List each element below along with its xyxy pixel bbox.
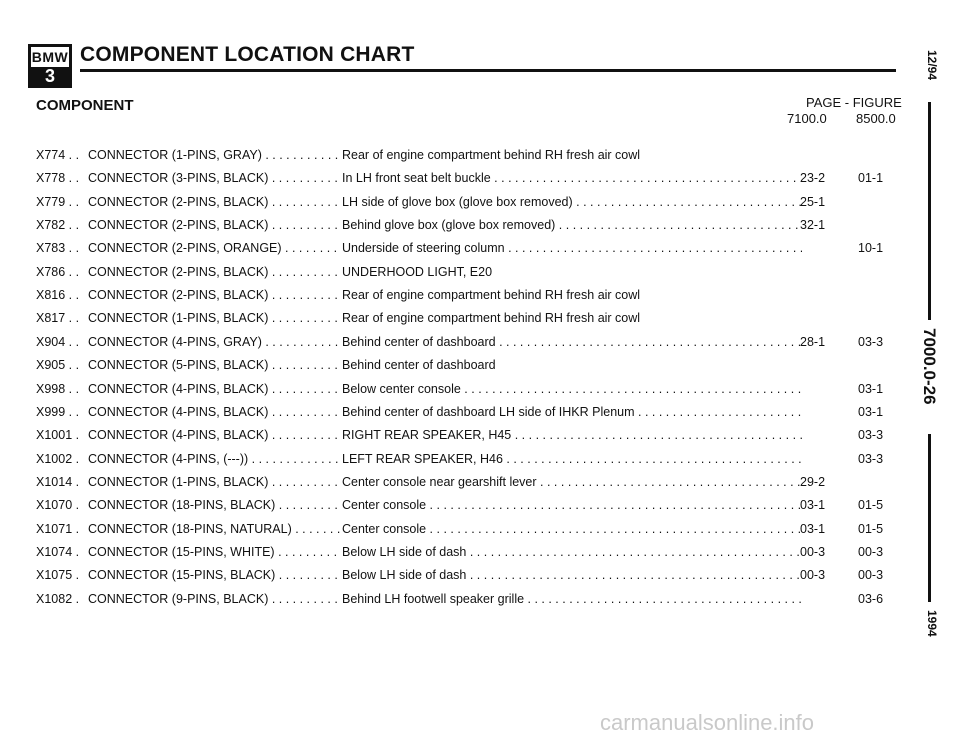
connector-location	[342, 193, 802, 211]
figure-ref: 03-3	[858, 334, 884, 349]
connector-id: X1074 .	[36, 544, 80, 559]
connector-description	[88, 169, 340, 187]
connector-location	[342, 520, 802, 538]
connector-description	[88, 239, 340, 257]
connector-description-text: CONNECTOR (15-PINS, BLACK) . . .	[88, 568, 340, 582]
connector-description-text: CONNECTOR (18-PINS, BLACK) . . .	[88, 498, 340, 512]
connector-description-text: CONNECTOR (2-PINS, BLACK) . . .	[88, 195, 340, 209]
watermark: carmanualsonline.info	[600, 710, 815, 735]
page-column-heading: 7100.0	[787, 111, 827, 126]
sidebar-date: 12/94	[925, 50, 939, 81]
table-row	[0, 263, 900, 281]
connector-description	[88, 356, 340, 374]
connector-location-text: In LH front seat belt buckle . . .	[342, 171, 802, 185]
connector-location-text: Center console . . .	[342, 498, 802, 512]
connector-description	[88, 426, 340, 444]
figure-ref: 03-1	[858, 404, 884, 419]
connector-description	[88, 286, 340, 304]
connector-location	[342, 450, 802, 468]
connector-location-text: Behind center of dashboard	[342, 358, 496, 373]
connector-id: X786 . .	[36, 264, 80, 279]
table-row	[0, 193, 900, 211]
page-ref: 28-1	[800, 334, 826, 349]
connector-location-text: Below LH side of dash . . .	[342, 568, 802, 582]
connector-id: X1001 .	[36, 428, 80, 443]
sidebar-rule-bottom	[928, 434, 931, 602]
connector-location-text: Center console . . .	[342, 522, 802, 536]
connector-description	[88, 333, 340, 351]
connector-description	[88, 146, 340, 164]
page-ref: 03-1	[800, 521, 826, 536]
connector-description-text: CONNECTOR (4-PINS, BLACK) . . .	[88, 405, 340, 419]
connector-description	[88, 380, 340, 398]
connector-id: X905 . .	[36, 358, 80, 373]
connector-description-text: CONNECTOR (18-PINS, NATURAL) . . .	[88, 522, 340, 536]
connector-id: X998 . .	[36, 381, 80, 396]
connector-location	[342, 356, 802, 374]
connector-description-text: CONNECTOR (15-PINS, WHITE) . . .	[88, 545, 340, 559]
figure-ref: 03-1	[858, 381, 884, 396]
figure-ref: 03-6	[858, 591, 884, 606]
table-row	[0, 356, 900, 374]
connector-location	[342, 426, 802, 444]
connector-id: X904 . .	[36, 334, 80, 349]
page-ref: 23-2	[800, 171, 826, 186]
connector-description-text: CONNECTOR (4-PINS, GRAY) . . .	[88, 335, 340, 349]
connector-description-text: CONNECTOR (1-PINS, BLACK) . . .	[88, 311, 340, 325]
connector-id: X1075 .	[36, 568, 80, 583]
connector-location-text: Behind glove box (glove box removed) . . .	[342, 218, 802, 232]
figure-ref: 01-5	[858, 498, 884, 513]
connector-description	[88, 543, 340, 561]
connector-location-text: Underside of steering column . . .	[342, 241, 802, 255]
figure-ref: 10-1	[858, 241, 884, 256]
connector-location-text: Center console near gearshift lever . . .	[342, 475, 802, 489]
connector-id: X1082 .	[36, 591, 80, 606]
connector-location-text: RIGHT REAR SPEAKER, H45 . . .	[342, 428, 802, 442]
connector-description	[88, 590, 340, 608]
connector-description-text: CONNECTOR (2-PINS, BLACK) . . .	[88, 265, 340, 279]
table-row	[0, 473, 900, 491]
connector-description	[88, 403, 340, 421]
connector-location-text: Rear of engine compartment behind RH fresh air cowl	[342, 288, 641, 303]
connector-location	[342, 543, 802, 561]
figure-ref: 01-1	[858, 171, 884, 186]
connector-description-text: CONNECTOR (5-PINS, BLACK) . . .	[88, 358, 340, 372]
connector-description-text: CONNECTOR (1-PINS, BLACK) . . .	[88, 475, 340, 489]
connector-description	[88, 309, 340, 327]
connector-location	[342, 403, 802, 421]
page-ref: 32-1	[800, 218, 826, 233]
connector-id: X778 . .	[36, 171, 80, 186]
page-ref: 25-1	[800, 194, 826, 209]
table-row	[0, 169, 900, 187]
connector-location	[342, 333, 802, 351]
connector-location-text: Rear of engine compartment behind RH fresh air cowl	[342, 148, 641, 162]
table-row	[0, 239, 900, 257]
connector-description	[88, 566, 340, 584]
logo-brand: BMW	[31, 47, 69, 70]
connector-location-text: Rear of engine compartment behind RH fresh air cowl	[342, 311, 641, 326]
connector-description-text: CONNECTOR (2-PINS, BLACK) . . .	[88, 288, 340, 302]
connector-location	[342, 473, 802, 491]
connector-description-text: CONNECTOR (2-PINS, ORANGE) . . .	[88, 241, 340, 255]
connector-id: X774 . .	[36, 148, 80, 162]
title-rule	[80, 69, 896, 72]
connector-id: X1002 .	[36, 451, 80, 466]
connector-location	[342, 566, 802, 584]
connector-description	[88, 193, 340, 211]
page-ref: 29-2	[800, 474, 826, 489]
connector-description-text: CONNECTOR (4-PINS, BLACK) . . .	[88, 382, 340, 396]
connector-description-text: CONNECTOR (9-PINS, BLACK) . . .	[88, 592, 340, 606]
connector-location	[342, 309, 802, 327]
table-row	[0, 403, 900, 421]
connector-id: X1070 .	[36, 498, 80, 513]
connector-location	[342, 263, 802, 281]
connector-id: X782 . .	[36, 218, 80, 233]
logo-series: 3	[31, 67, 69, 85]
figure-ref: 03-3	[858, 428, 884, 443]
sidebar-page-number: 7000.0-26	[920, 328, 939, 405]
page-ref: 00-3	[800, 568, 826, 583]
connector-location-text: Behind LH footwell speaker grille . . .	[342, 592, 802, 606]
table-row	[0, 380, 900, 398]
connector-description-text: CONNECTOR (2-PINS, BLACK) . . .	[88, 218, 340, 232]
connector-id: X816 . .	[36, 288, 80, 303]
sidebar-year: 1994	[925, 610, 939, 637]
figure-column-heading: 8500.0	[856, 111, 896, 126]
connector-id: X1071 .	[36, 521, 80, 536]
table-row	[0, 450, 900, 468]
connector-location	[342, 216, 802, 234]
connector-location	[342, 169, 802, 187]
connector-id: X999 . .	[36, 404, 80, 419]
connector-location-text: UNDERHOOD LIGHT, E20	[342, 264, 493, 279]
connector-location	[342, 239, 802, 257]
connector-description-text: CONNECTOR (4-PINS, (---)) . . .	[88, 452, 340, 466]
page-ref: 03-1	[800, 498, 826, 513]
table-row	[0, 543, 900, 561]
connector-id: X779 . .	[36, 194, 80, 209]
table-row	[0, 216, 900, 234]
table-row	[0, 333, 900, 351]
connector-location	[342, 496, 802, 514]
sidebar-rule-top	[928, 102, 931, 320]
connector-location-text: Below LH side of dash . . .	[342, 545, 802, 559]
side-margin	[919, 50, 939, 690]
connector-location-text: Below center console . . .	[342, 382, 802, 396]
connector-id: X817 . .	[36, 311, 80, 326]
connector-location	[342, 590, 802, 608]
figure-ref: 00-3	[858, 568, 884, 583]
figure-ref: 01-5	[858, 521, 884, 536]
table-row	[0, 309, 900, 327]
table-row	[0, 286, 900, 304]
connector-location-text: Behind center of dashboard LH side of IHKR Plenum . . .	[342, 405, 802, 419]
page-title: COMPONENT LOCATION CHART	[80, 43, 415, 66]
component-column-heading: COMPONENT	[36, 97, 134, 114]
connector-description	[88, 263, 340, 281]
connector-id: X1014 .	[36, 474, 80, 489]
figure-ref: 00-3	[858, 544, 884, 559]
table-row	[0, 566, 900, 584]
connector-location-text: Behind center of dashboard . . .	[342, 335, 802, 349]
connector-location	[342, 146, 802, 164]
connector-description-text: CONNECTOR (1-PINS, GRAY) . . .	[88, 148, 340, 162]
connector-id: X783 . .	[36, 241, 80, 256]
connector-description	[88, 496, 340, 514]
table-row	[0, 146, 900, 164]
page-figure-heading: PAGE - FIGURE	[806, 95, 902, 110]
table-row	[0, 520, 900, 538]
connector-location	[342, 380, 802, 398]
connector-location-text: LH side of glove box (glove box removed) . . .	[342, 195, 802, 209]
connector-description	[88, 450, 340, 468]
bmw-3-series-logo	[28, 44, 72, 88]
connector-description	[88, 520, 340, 538]
connector-description	[88, 473, 340, 491]
connector-description-text: CONNECTOR (3-PINS, BLACK) . . .	[88, 171, 340, 185]
figure-ref: 03-3	[858, 451, 884, 466]
table-row	[0, 590, 900, 608]
table-row	[0, 496, 900, 514]
connector-location-text: LEFT REAR SPEAKER, H46 . . .	[342, 452, 802, 466]
page-ref: 00-3	[800, 544, 826, 559]
connector-description-text: CONNECTOR (4-PINS, BLACK) . . .	[88, 428, 340, 442]
connector-location	[342, 286, 802, 304]
table-row	[0, 426, 900, 444]
connector-description	[88, 216, 340, 234]
